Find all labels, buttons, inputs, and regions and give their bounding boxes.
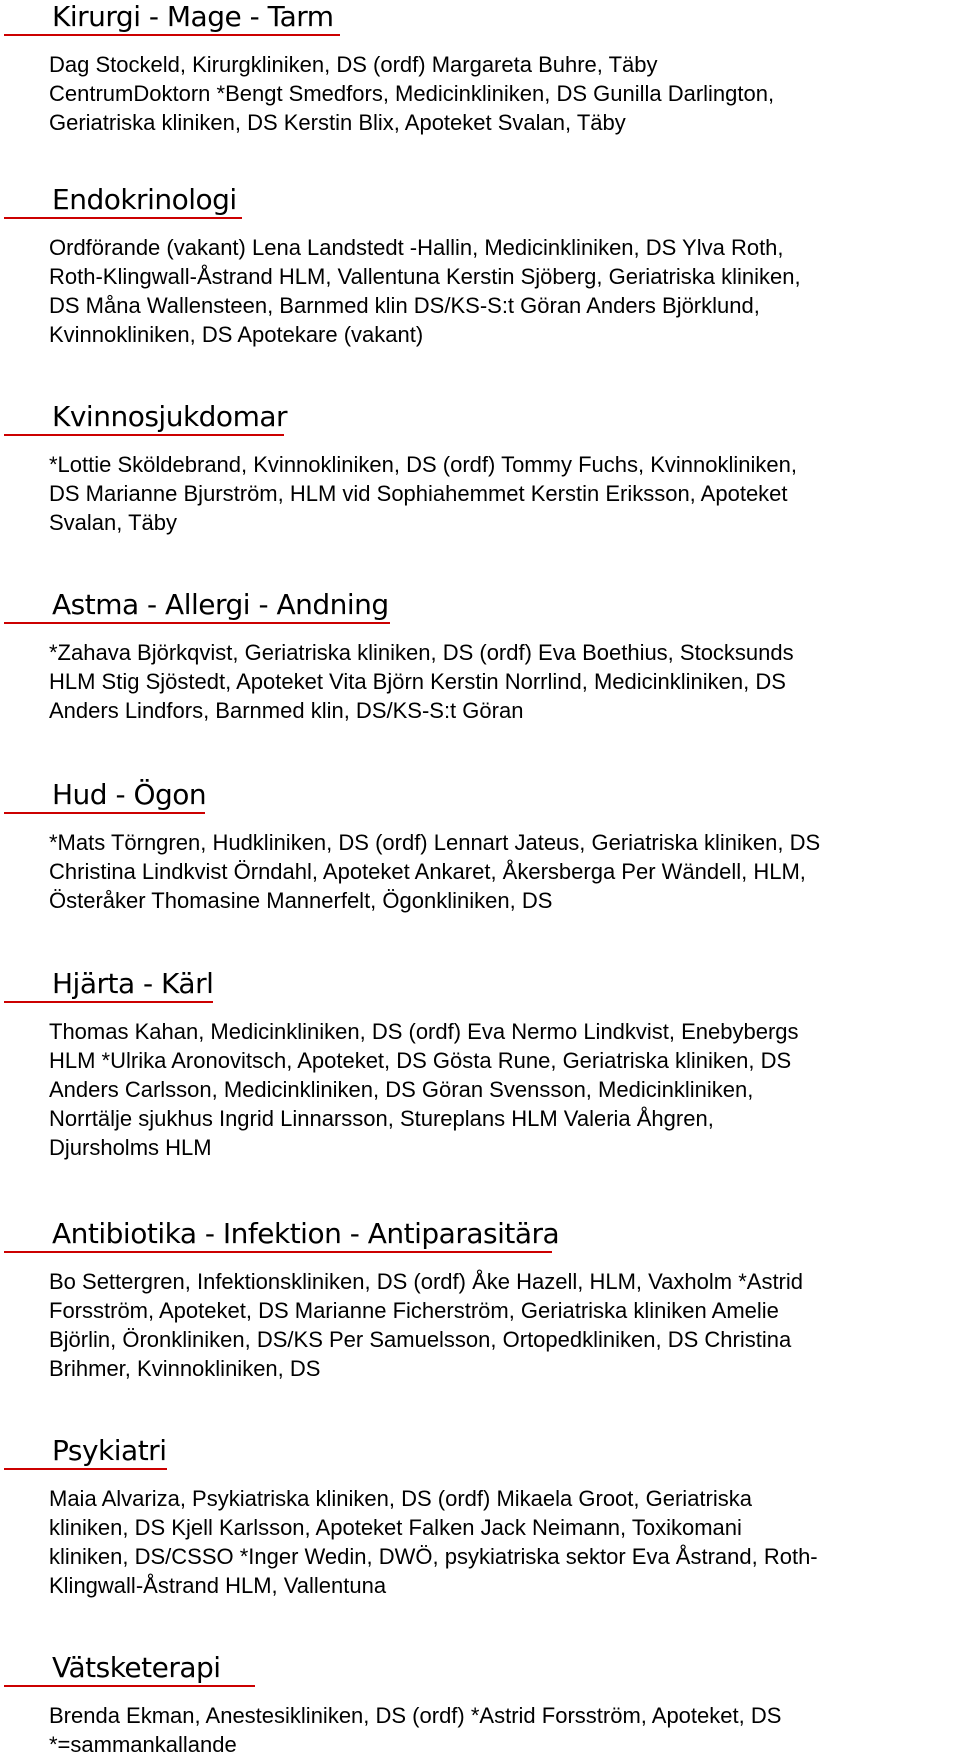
section-rule — [4, 1468, 167, 1470]
section-heading: Vätsketerapi — [52, 1651, 221, 1684]
section-members: Dag Stockeld, Kirurgkliniken, DS (ordf) Margareta Buhre, Täby CentrumDoktorn *Bengt Smedfors, Medicinkliniken, DS Gunilla Darlington, Geriatriska kliniken, DS Kerstin Blix, Apoteket Svalan, Täby — [49, 52, 775, 135]
section-rule — [4, 1001, 213, 1003]
section-members: Maia Alvariza, Psykiatriska kliniken, DS (ordf) Mikaela Groot, Geriatriska kliniken, DS Kjell Karlsson, Apoteket Falken Jack Neimann, Toxikomani kliniken, DS/CSSO *Inger Wedin, DWÖ, psykiatriska sektor Eva Åstrand, Roth- Klingwall-Åstrand HLM, Vallentuna — [49, 1486, 818, 1598]
section-rule — [4, 812, 205, 814]
section-heading: Endokrinologi — [52, 183, 237, 216]
section-members: Bo Settergren, Infektionskliniken, DS (ordf) Åke Hazell, HLM, Vaxholm *Astrid Forsström, Apoteket, DS Marianne Ficherström, Geriatriska kliniken Amelie Björlin, Öronkliniken, DS/KS Per Samuelsson, Ortopedkliniken, DS Christina Brihmer, Kvinnokliniken, DS — [49, 1269, 804, 1381]
section-members: *Mats Törngren, Hudkliniken, DS (ordf) Lennart Jateus, Geriatriska kliniken, DS Christina Lindkvist Örndahl, Apoteket Ankaret, Åkersberga Per Wändell, HLM, Österåker Thomasine Mannerfelt, Ögonkliniken, DS — [49, 830, 821, 913]
section-members: Thomas Kahan, Medicinkliniken, DS (ordf) Eva Nermo Lindkvist, Enebybergs HLM *Ulrika Aronovitsch, Apoteket, DS Gösta Rune, Geriatriska kliniken, DS Anders Carlsson, Medicinkliniken, DS Göran Svensson, Medicinkliniken, Norrtälje sjukhus Ingrid Linnarsson, Stureplans HLM Valeria Åhgren, Djursholms HLM — [49, 1019, 799, 1160]
section-heading: Kirurgi - Mage - Tarm — [52, 0, 334, 33]
section-members: Ordförande (vakant) Lena Landstedt -Hallin, Medicinkliniken, DS Ylva Roth, Roth-Klingwall-Åstrand HLM, Vallentuna Kerstin Sjöberg, Geriatriska kliniken, DS Måna Wallensteen, Barnmed klin DS/KS-S:t Göran Anders Björklund, Kvinnokliniken, DS Apotekare (vakant) — [49, 235, 801, 347]
section-rule — [4, 34, 340, 36]
section-members: Brenda Ekman, Anestesikliniken, DS (ordf) *Astrid Forsström, Apoteket, DS *=sammankallande — [49, 1703, 782, 1757]
section-rule — [4, 1251, 552, 1253]
section-members: *Zahava Björkqvist, Geriatriska kliniken, DS (ordf) Eva Boethius, Stocksunds HLM Stig Sjöstedt, Apoteket Vita Björn Kerstin Norrlind, Medicinkliniken, DS Anders Lindfors, Barnmed klin, DS/KS-S:t Göran — [49, 640, 794, 723]
section-heading: Kvinnosjukdomar — [52, 400, 288, 433]
section-rule — [4, 1685, 255, 1687]
section-members: *Lottie Sköldebrand, Kvinnokliniken, DS (ordf) Tommy Fuchs, Kvinnokliniken, DS Marianne Bjurström, HLM vid Sophiahemmet Kerstin Eriksson, Apoteket Svalan, Täby — [49, 452, 797, 535]
section-rule — [4, 217, 242, 219]
section-rule — [4, 622, 390, 624]
section-heading: Antibiotika - Infektion - Antiparasitära — [52, 1217, 560, 1250]
section-heading: Hud - Ögon — [52, 778, 207, 811]
section-heading: Psykiatri — [52, 1434, 167, 1467]
section-heading: Hjärta - Kärl — [52, 967, 214, 1000]
section-heading: Astma - Allergi - Andning — [52, 588, 389, 621]
section-rule — [4, 434, 284, 436]
